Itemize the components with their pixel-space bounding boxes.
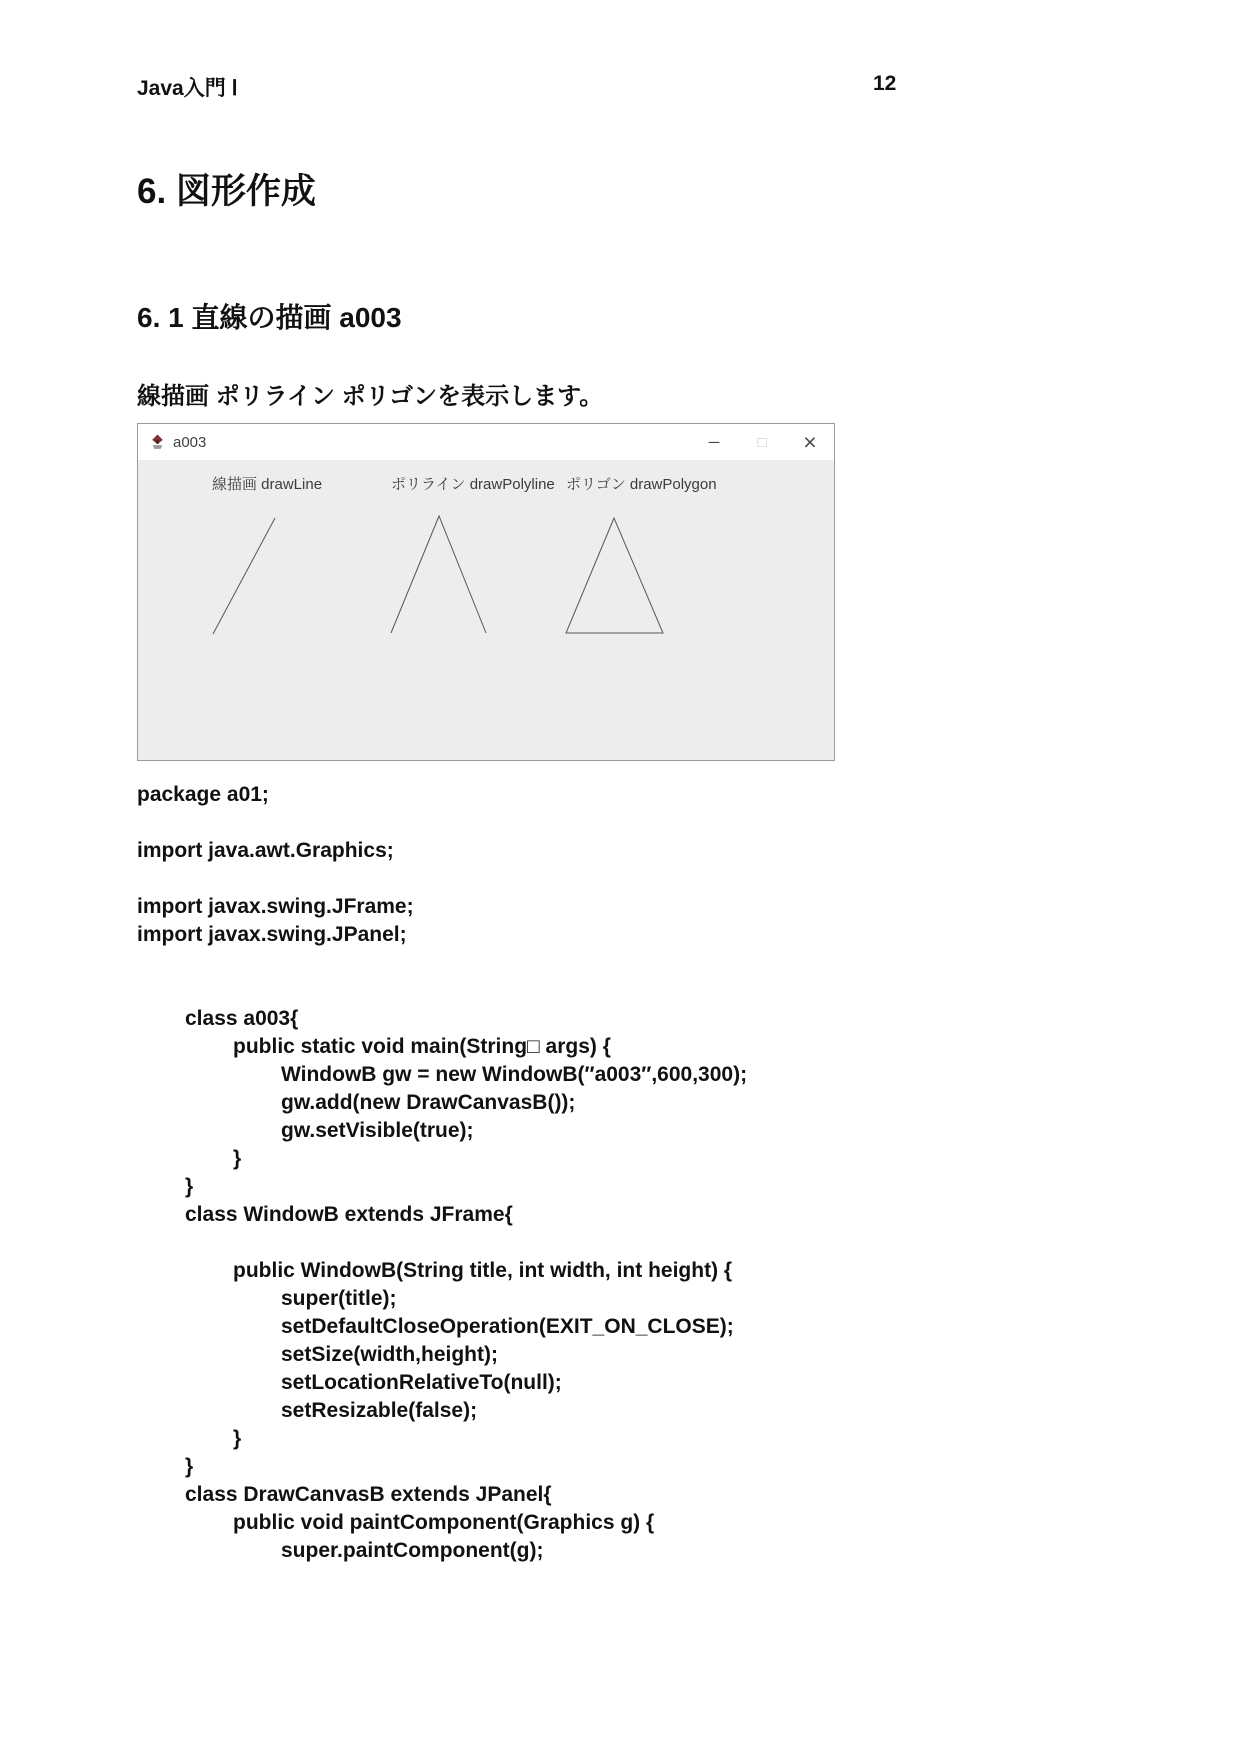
code-line: class DrawCanvasB extends JPanel{	[185, 1483, 552, 1506]
header-document-title: Java入門 Ⅰ	[137, 77, 238, 100]
code-line	[137, 977, 1037, 1005]
header-page-number: 12	[873, 72, 897, 95]
code-line: }	[185, 1455, 194, 1478]
code-line: class a003{	[185, 1007, 299, 1030]
maximize-button[interactable]	[738, 424, 786, 460]
close-button[interactable]	[786, 424, 834, 460]
code-line: public WindowB(String title, int width, int height) {	[233, 1259, 733, 1282]
code-line: setSize(width,height);	[281, 1343, 498, 1366]
code-line: }	[233, 1147, 242, 1170]
code-line: super.paintComponent(g);	[281, 1539, 544, 1562]
canvas-label-drawpolyline: ポリライン drawPolyline	[391, 476, 555, 493]
minimize-button[interactable]	[690, 424, 738, 460]
code-line: setLocationRelativeTo(null);	[281, 1371, 562, 1394]
code-line: }	[233, 1427, 242, 1450]
polygon-shape	[566, 518, 663, 633]
code-line: public static void main(String□ args) {	[233, 1035, 611, 1058]
code-line: gw.add(new DrawCanvasB());	[281, 1091, 576, 1114]
shapes-drawing	[138, 460, 834, 760]
code-block	[137, 781, 1037, 1565]
intro-text: 線描画 ポリライン ポリゴンを表示します。	[137, 383, 604, 410]
code-line: gw.setVisible(true);	[281, 1119, 474, 1142]
canvas-label-drawpolygon: ポリゴン drawPolygon	[566, 476, 717, 493]
code-line: public void paintComponent(Graphics g) {	[233, 1511, 655, 1534]
code-line: package a01;	[137, 783, 269, 806]
code-line	[137, 1229, 1037, 1257]
java-app-icon	[149, 434, 166, 451]
maximize-icon: □	[757, 433, 767, 451]
minimize-icon: ─	[708, 433, 720, 451]
canvas-label-drawline: 線描画 drawLine	[212, 476, 323, 493]
window-title: a003	[173, 433, 207, 451]
code-line: import javax.swing.JPanel;	[137, 923, 407, 946]
close-icon: ×	[803, 428, 817, 455]
line-shape	[213, 518, 275, 634]
window-controls	[690, 424, 834, 460]
window-title-bar	[138, 424, 834, 460]
polyline-shape	[391, 516, 486, 633]
code-line: class WindowB extends JFrame{	[185, 1203, 513, 1226]
code-line: import javax.swing.JFrame;	[137, 895, 414, 918]
code-line: WindowB gw = new WindowB(″a003″,600,300);	[281, 1063, 748, 1086]
subsection-heading: 6. 1 直線の描画 a003	[137, 302, 402, 333]
app-window-screenshot	[137, 423, 835, 761]
code-line: super(title);	[281, 1287, 397, 1310]
section-heading: 6. 図形作成	[137, 172, 316, 211]
code-line: import java.awt.Graphics;	[137, 839, 394, 862]
code-line	[137, 949, 1037, 977]
code-line: setResizable(false);	[281, 1399, 478, 1422]
code-line	[137, 809, 1037, 837]
code-line: }	[185, 1175, 194, 1198]
drawing-canvas	[138, 460, 834, 760]
code-line	[137, 865, 1037, 893]
code-line: setDefaultCloseOperation(EXIT_ON_CLOSE);	[281, 1315, 734, 1338]
